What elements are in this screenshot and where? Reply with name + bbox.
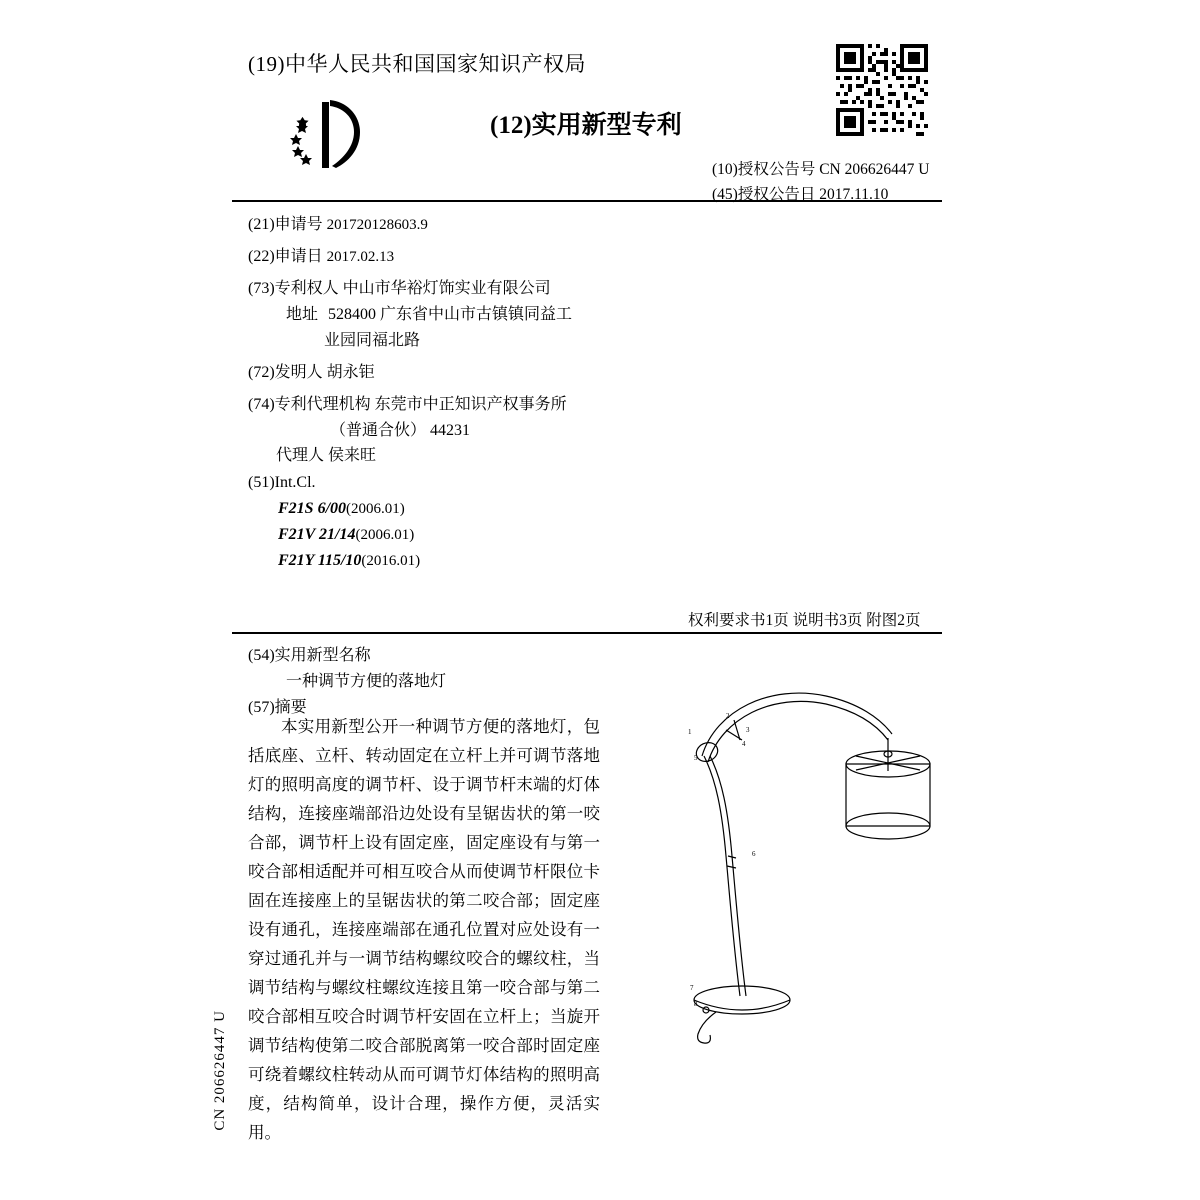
svg-text:2: 2 [726,712,730,720]
issuing-office: (19)中华人民共和国国家知识产权局 [248,52,586,76]
page-counts: 权利要求书1页 说明书3页 附图2页 [688,612,921,629]
address-value-2: 业园同福北路 [324,332,421,349]
svg-text:1: 1 [688,728,692,736]
invention-title: 一种调节方便的落地灯 [286,673,447,690]
cnipa-emblem-icon [286,96,378,172]
application-date-value: 2017.02.13 [326,249,395,265]
svg-text:7: 7 [690,984,694,992]
svg-text:6: 6 [752,850,756,858]
agent-row [276,442,376,465]
title-section-label: (54)实用新型名称 [248,647,371,664]
qr-code [836,44,928,136]
application-number-row [248,211,428,234]
ipc-label: (51)Int.Cl. [248,474,316,491]
ipc-row-0 [278,500,405,518]
ipc-row-2 [278,552,420,570]
agent-label: 代理人 [276,447,325,464]
inventor-label: (72)发明人 [248,364,323,381]
address-label: 地址 [286,306,319,323]
svg-text:3: 3 [746,726,750,734]
ipc-label-row [248,474,316,492]
ipc-version-2: (2016.01) [361,553,421,569]
patentee-value: 中山市华裕灯饰实业有限公司 [342,280,551,297]
application-number-value: 201720128603.9 [326,217,428,233]
abstract-text: 本实用新型公开一种调节方便的落地灯，包括底座、立杆、转动固定在立杆上并可调节落地灯的照明高度的调节杆、设于调节杆末端的灯体结构，连接座端部沿边处设有呈锯齿状的第一咬合部，调节杆上设有固定座，固定座设有与第一咬合部相适配并可相互咬合从而使调节杆限位卡固在连接座上的呈锯齿状的第二咬合部；固定座设有通孔，连接座端部在通孔位置对应处设有一穿过通孔并与一调节结构螺纹咬合的螺纹柱，当调节结构与螺纹柱螺纹连接且第一咬合部与第二咬合部相互咬合时调节杆安固在立杆上；当旋开调节结构使第二咬合部脱离第一咬合部时固定座可绕着螺纹柱转动从而可调节灯体结构的照明高度，结构简单，设计合理，操作方便，灵活实用。 [248,717,600,1142]
ipc-code-2: F21Y 115/10 [278,552,362,569]
publication-number: (10)授权公告号 CN 206626447 U [712,161,930,178]
ipc-row-1 [278,526,414,544]
application-number-label: (21)申请号 [248,216,323,233]
svg-text:8: 8 [694,1000,698,1008]
patentee-label: (73)专利权人 [248,280,339,297]
abstract-figure [630,660,960,1060]
agency-label: (74)专利代理机构 [248,396,371,413]
agency-value: 东莞市中正知识产权事务所 [374,396,567,413]
address-row [286,301,572,324]
inventor-value: 胡永钜 [326,364,375,381]
address-value: 528400 广东省中山市古镇镇同益工 [328,306,573,323]
application-date-label: (22)申请日 [248,248,323,265]
inventor-row [248,359,375,382]
ipc-code-1: F21V 21/14 [278,526,356,543]
agency-value-2: （普通合伙） 44231 [330,422,471,439]
agency-row-2 [330,417,470,440]
svg-text:5: 5 [694,754,698,762]
side-publication-code: CN 206626447 U [212,1010,228,1131]
ipc-version-1: (2006.01) [355,527,415,543]
ipc-version-0: (2006.01) [346,501,405,517]
agency-row [248,391,567,414]
publication-date: (45)授权公告日 2017.11.10 [712,186,889,203]
document-type-title: (12)实用新型专利 [490,112,682,139]
address-row-2 [324,327,420,350]
abstract-section-label: (57)摘要 [248,699,307,716]
body-divider [232,632,942,634]
header-divider [232,200,942,202]
patentee-row [248,275,551,298]
application-date-row [248,243,394,266]
ipc-code-0: F21S 6/00 [278,500,347,517]
agent-value: 侯来旺 [328,447,377,464]
svg-text:4: 4 [742,740,746,748]
